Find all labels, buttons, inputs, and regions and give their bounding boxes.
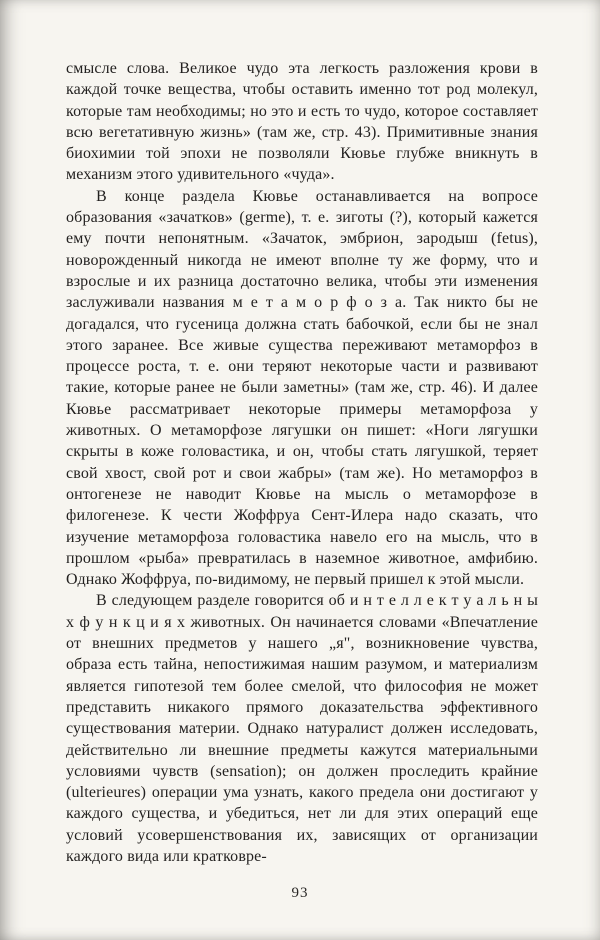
page-number: 93 [291,885,309,901]
page-text-block [66,58,538,867]
paragraph: В следующем разделе говорится об и н т е л л е к т у а л ь н ы х ф у н к ц и я х животных. Он начинается словами «Впечатление от внешних предметов у нашего „я", возникновение чувства, образа есть тайна, непостижимая нашим разумом, и материализм является гипотезой тем более смелой, что философия не может представить никакого прямого доказательства эффективного существования материи. Однако натуралист должен исследовать, действительно ли внешние предметы кажутся материальными условиями чувств (sensation); он должен проследить крайние (ulterieures) операции ума узнать, какого предела они достигают у каждого существа, и убедиться, нет ли для этих операций еще условий усовершенствования их, зависящих от организации каждого вида или кратковре- [66,592,538,865]
paragraph-continuation: смысле слова. Великое чудо эта легкость разложения крови в каждой точке вещества, чтобы оставить именно тот род молекул, которые там необходимы; но это и есть то чудо, которое составляет всю вегетативную жизнь» (там же, стр. 43). Примитивные знания биохимии той эпохи не позволяли Кювье глубже вникнуть в механизм этого удивительного «чуда». [66,60,538,184]
paragraph: В конце раздела Кювье останавливается на вопросе образования «зачатков» (germe), т. е. зиготы (?), который кажется ему почти непонятным. «Зачаток, эмбрион, зародыш (fetus), новорожденный никогда не имеют вполне ту же форму, что и взрослые и их разница достаточно велика, чтобы эти изменения заслуживали названия м е т а м о р ф о з а. Так никто бы не догадался, что гусеница должна стать бабочкой, если бы не знал этого заранее. Все живые существа переживают метаморфоз в процессе роста, т. е. они теряют некоторые части и развивают такие, которые ранее не были заметны» (там же, стр. 46). И далее Кювье рассматривает некоторые примеры метаморфоза у животных. О метаморфозе лягушки он пишет: «Ноги лягушки скрыты в коже головастика, и он, чтобы стать лягушкой, теряет свой хвост, свой рот и свои жабры» (там же). Но метаморфоз в онтогенезе не наводит Кювье на мысль о метаморфозе в филогенезе. К чести Жоффруа Сент-Илера надо сказать, что изучение метаморфоза головастика навело его на мысль, что в прошлом «рыба» превратилась в наземное животное, амфибию. Однако Жоффруа, по-видимому, не первый пришел к этой мысли. [66,187,538,589]
